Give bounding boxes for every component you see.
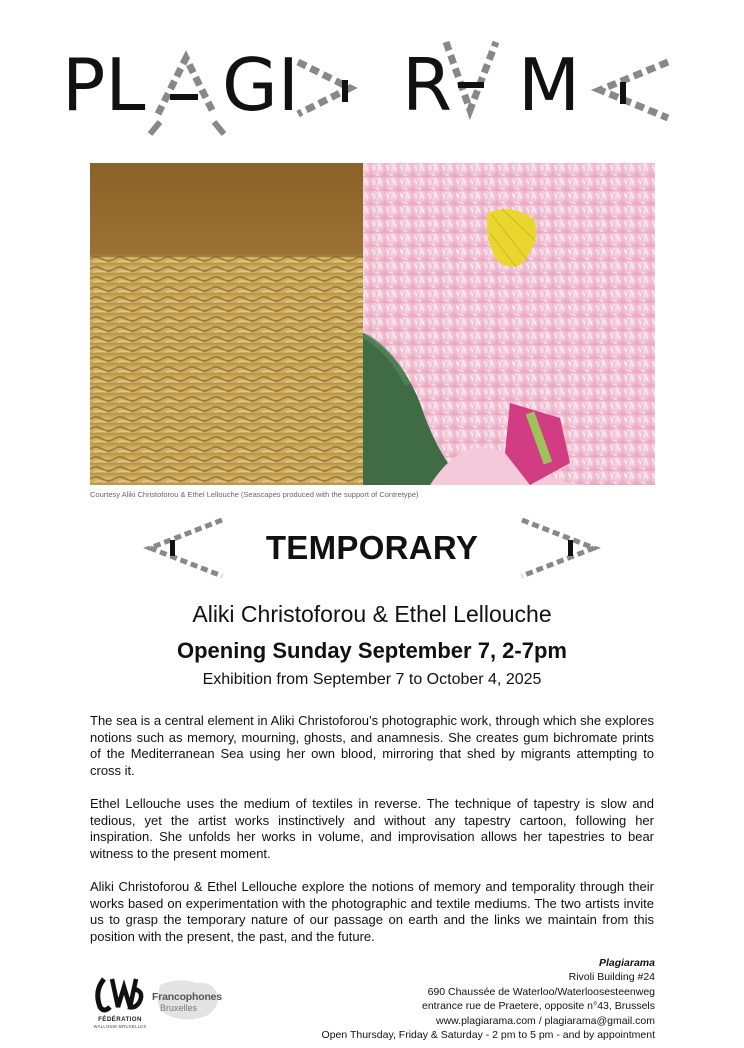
svg-text:R: R [402,43,453,127]
svg-text:GI: GI [222,43,300,127]
paragraph-lellouche: Ethel Lellouche uses the medium of textiles in reverse. The technique of tapestry is slow and tedious, yet the artist works instinctively and without any tapestry cartoon, following her inspiration. She unfolds her works in volume, and improvisation allows her tapestries to bear witness to the present moment. [90,796,654,861]
logo-wordmark [62,42,668,134]
svg-text:M: M [518,43,581,127]
seascape-photo [90,163,363,485]
venue-contact[interactable]: www.plagiarama.com / plagiarama@gmail.com [436,1014,655,1027]
paragraph-christoforou: The sea is a central element in Aliki Christoforou’s photographic work, through which she explores notions such as memory, mourning, ghosts, and anamnesis. She creates gum bichromate prints of the Mediterranean Sea using her own blood, mirroring that shed by migrants attempting to cross it. [90,713,654,778]
plagiarama-logo [0,18,744,148]
francophones-name: Francophones [152,991,222,1003]
venue-info [235,956,655,1042]
artist-names: Aliki Christoforou & Ethel Lellouche [192,601,552,627]
fwb-name: FÉDÉRATION [98,1016,142,1023]
venue-name: Plagiarama [598,957,655,969]
image-caption: Courtesy Aliki Christoforou & Ethel Lellouche (Seascapes produced with the support of Contretype) [90,490,419,499]
exhibition-title: TEMPORARY [265,529,479,566]
venue-hours: Open Thursday, Friday & Saturday - 2 pm to 5 pm - and by appointment [321,1029,655,1042]
venue-entrance: entrance rue de Praetere, opposite n°43, Brussels [421,1000,655,1013]
svg-text:PL: PL [62,43,146,127]
exhibition-dates: Exhibition from September 7 to October 4, 2025 [202,671,542,688]
venue-building: Rivoli Building #24 [568,971,655,984]
fwb-subtitle: WALLONIE-BRUXELLES [93,1024,147,1029]
hero-image [90,163,655,485]
tapestry-photo [363,163,655,485]
bruxelles-name: Bruxelles [160,1003,198,1013]
venue-address: 690 Chaussée de Waterloo/Waterloosesteenweg [427,985,655,998]
paragraph-joint: Aliki Christoforou & Ethel Lellouche explore the notions of memory and temporality through their works based on experimentation with the photographic and textile mediums. The two artists invite us to grasp the temporary nature of our passage on earth and the links we maintain from this position with the present, the past, and the future. [90,879,654,944]
opening-date: Opening Sunday September 7, 2-7pm [177,638,567,663]
logo-text [0,0,1,1]
